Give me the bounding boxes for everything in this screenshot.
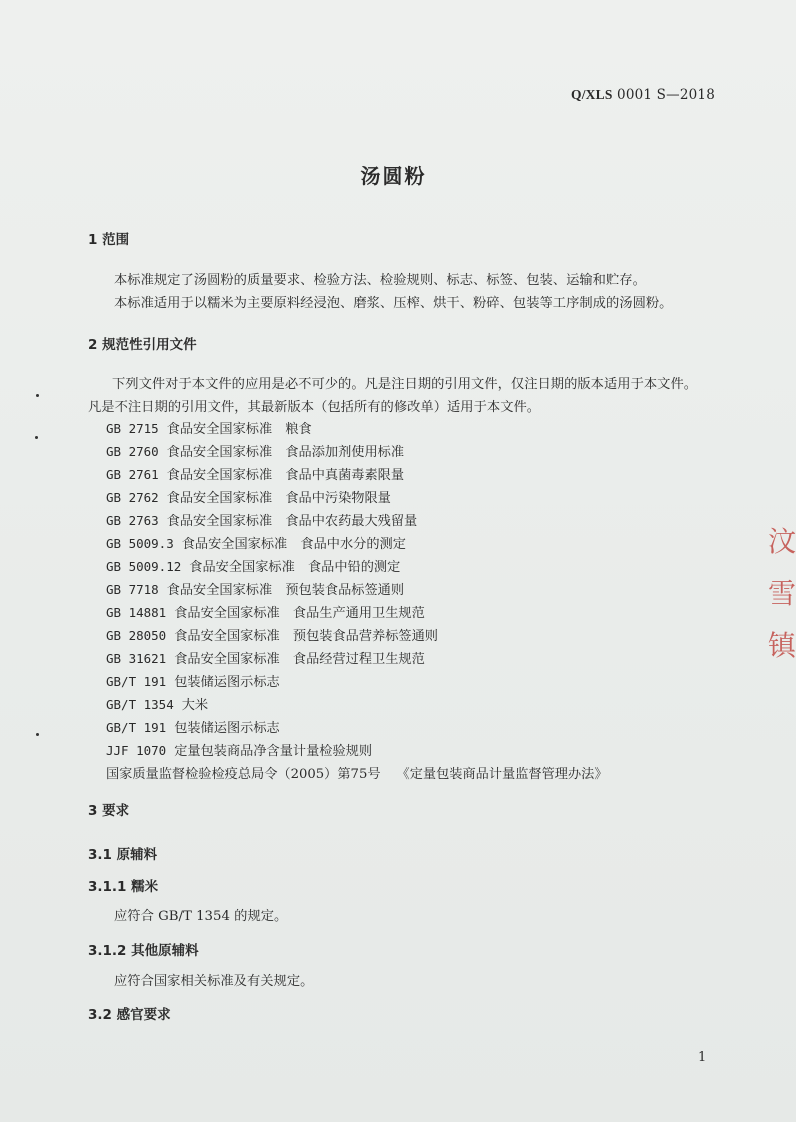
document-title: 汤圆粉 [360,164,427,188]
reference-code: GB 2715 [106,421,159,436]
section-2-heading: 2 规范性引用文件 [88,337,197,353]
reference-title: 食品安全国家标准 食品经营过程卫生规范 [174,652,425,667]
reference-title: 食品安全国家标准 食品添加剂使用标准 [166,445,405,460]
reference-code: GB 2761 [106,467,159,482]
section-3-1-2-text: 应符合国家相关标准及有关规定。 [114,974,314,989]
section-3-1-1-heading: 3.1.1 糯米 [88,879,159,895]
reference-code: GB 2762 [106,490,159,505]
reference-title: 食品安全国家标准 食品中真菌毒素限量 [166,468,405,483]
section-3-1-1-text: 应符合 GB/T 1354 的规定。 [114,909,288,924]
standard-code: Q/XLS 0001 S—2018 [571,87,715,103]
reference-title: 食品安全国家标准 食品中农药最大残留量 [166,514,418,529]
reference-title: 《定量包装商品计量监督管理办法》 [396,767,608,782]
reference-title: 包装储运图示标志 [174,675,280,690]
reference-code: GB/T 191 [106,720,167,735]
scan-speck [35,436,38,439]
section-2-intro-line-1: 下列文件对于本文件的应用是必不可少的。凡是注日期的引用文件，仅注日期的版本适用于本文件。 [112,377,698,392]
reference-item [106,602,425,621]
reference-title: 食品安全国家标准 食品中铅的测定 [189,560,401,575]
reference-item [106,418,312,437]
section-1-paragraph-1: 本标准规定了汤圆粉的质量要求、检验方法、检验规则、标志、标签、包装、运输和贮存。 [114,273,646,288]
reference-item [106,556,400,575]
reference-item [106,671,280,690]
reference-item [106,740,372,759]
reference-code: GB/T 1354 [106,697,174,712]
reference-title: 食品安全国家标准 食品中水分的测定 [181,537,406,552]
reference-title: 食品安全国家标准 预包装食品标签通则 [166,583,405,598]
section-2-intro-line-2: 凡是不注日期的引用文件，其最新版本（包括所有的修改单）适用于本文件。 [88,400,541,415]
reference-code: GB 28050 [106,628,167,643]
reference-title: 定量包装商品净含量计量检验规则 [174,744,373,759]
reference-item [106,763,608,782]
seal-glyph: 雪 [768,577,796,610]
scan-speck [36,733,39,736]
reference-item [106,510,417,529]
section-3-1-heading: 3.1 原辅料 [88,847,158,863]
reference-code: JJF 1070 [106,743,167,758]
reference-code: GB 31621 [106,651,167,666]
reference-item [106,487,391,506]
reference-title: 食品安全国家标准 食品生产通用卫生规范 [174,606,425,621]
section-1-paragraph-2: 本标准适用于以糯米为主要原料经浸泡、磨浆、压榨、烘干、粉碎、包装等工序制成的汤圆粉。 [114,296,673,311]
reference-code: GB 5009.3 [106,536,174,551]
reference-item [106,533,406,552]
reference-title: 食品安全国家标准 粮食 [166,422,312,437]
reference-code: GB 5009.12 [106,559,182,574]
reference-item [106,441,404,460]
seal-glyph: 镇 [768,629,796,662]
reference-code: GB/T 191 [106,674,167,689]
reference-code: GB 2763 [106,513,159,528]
reference-item [106,625,438,644]
reference-title: 大米 [181,698,209,713]
page-number: 1 [698,1050,707,1065]
section-3-heading: 3 要求 [88,803,130,819]
reference-code: 国家质量监督检验检疫总局令（2005）第75号 [106,767,381,782]
reference-item [106,464,404,483]
reference-code: GB 14881 [106,605,167,620]
reference-code: GB 7718 [106,582,159,597]
reference-code: GB 2760 [106,444,159,459]
section-1-heading: 1 范围 [88,232,130,248]
reference-title: 食品安全国家标准 食品中污染物限量 [166,491,391,506]
scan-speck [36,394,39,397]
reference-item [106,717,280,736]
reference-title: 包装储运图示标志 [174,721,280,736]
official-seal-fragment [768,520,796,680]
section-3-1-2-heading: 3.1.2 其他原辅料 [88,943,199,959]
section-3-2-heading: 3.2 感官要求 [88,1007,171,1023]
reference-item [106,579,404,598]
seal-glyph: 汶 [768,525,796,558]
reference-item [106,694,208,713]
reference-item [106,648,425,667]
reference-title: 食品安全国家标准 预包装食品营养标签通则 [174,629,438,644]
